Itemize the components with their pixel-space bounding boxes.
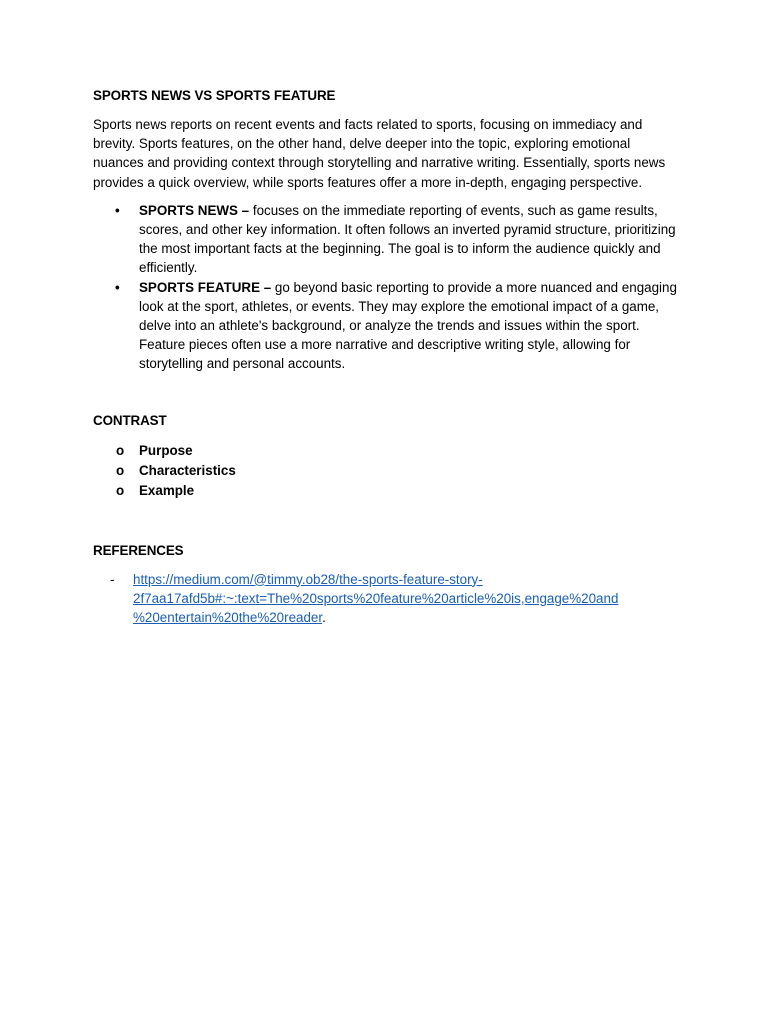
contrast-heading: CONTRAST [93, 412, 167, 428]
list-item-sports-feature [93, 278, 677, 374]
document-title: SPORTS NEWS VS SPORTS FEATURE [93, 88, 336, 103]
list-item-sports-news [93, 201, 677, 278]
reference-link-line-3: %20entertain%20the%20reader [133, 610, 323, 626]
circle-marker: o [116, 462, 125, 478]
contrast-item-purpose [93, 441, 677, 461]
reference-item [93, 570, 677, 628]
contrast-item-label: Characteristics [139, 462, 236, 478]
bullet-marker: • [115, 279, 120, 295]
contrast-item-characteristics [93, 461, 677, 481]
contrast-item-label: Purpose [139, 442, 193, 458]
circle-marker: o [116, 482, 125, 498]
definition-sports-feature: go beyond basic reporting to provide a more nuanced and engaging look at the sport, athletes, or events. They may explore the emotional impact of a game, delve into an athlete's background, or analyze the trends and issues within the sport. Feature pieces often use a more narrative and descriptive writing style, allowing for storytelling and personal accounts. [139, 279, 677, 372]
term-sports-news: SPORTS NEWS – [139, 202, 250, 218]
references-list [93, 570, 677, 628]
reference-link-line-2: 2f7aa17afd5b#:~:text=The%20sports%20feature%20article%20is,engage%20and [133, 590, 619, 606]
contrast-list [93, 441, 677, 501]
document-page [93, 86, 677, 627]
reference-trailing-period: . [322, 610, 326, 626]
references-heading: REFERENCES [93, 542, 184, 558]
circle-marker: o [116, 442, 125, 458]
intro-paragraph: Sports news reports on recent events and facts related to sports, focusing on immediacy and brevity. Sports features, on the other hand, delve deeper into the topic, exploring emotional nuances and providing context through storytelling and narrative writing. Essentially, sports news provides a quick overview, while sports features offer a more in-depth, engaging perspective. [93, 117, 666, 190]
contrast-item-example [93, 481, 677, 501]
bullet-marker: • [115, 202, 120, 218]
reference-link-line-1: https://medium.com/@timmy.ob28/the-sports-feature-story- [133, 571, 483, 587]
dash-marker: - [110, 571, 115, 587]
term-sports-feature: SPORTS FEATURE – [139, 279, 272, 295]
reference-link[interactable] [133, 572, 618, 625]
definition-sports-news: focuses on the immediate reporting of events, such as game results, scores, and other key information. It often follows an inverted pyramid structure, prioritizing the most important facts at the beginning. The goal is to inform the audience quickly and efficiently. [139, 202, 676, 276]
bullet-list [93, 201, 677, 374]
contrast-item-label: Example [139, 482, 195, 498]
